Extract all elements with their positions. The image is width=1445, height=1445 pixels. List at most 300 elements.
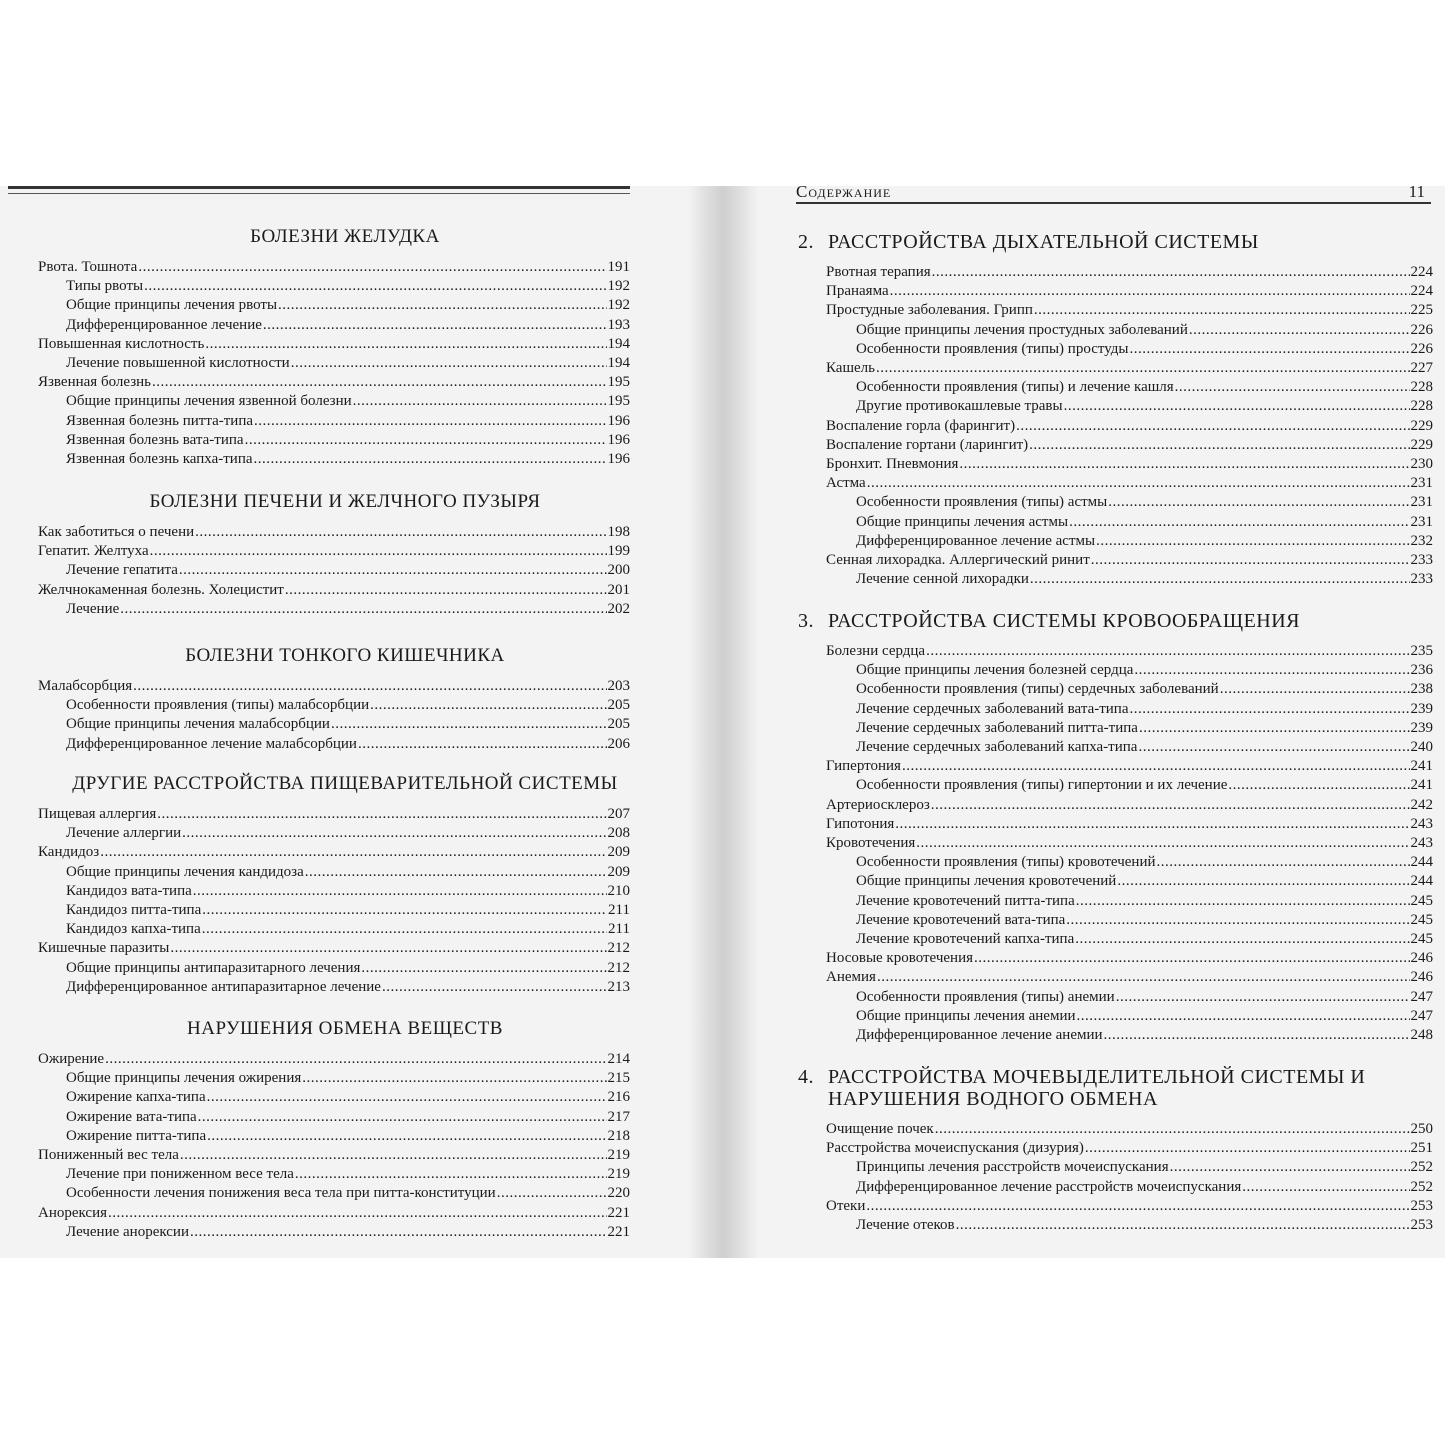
- toc-entry-label: Лечение кровотечений вата-типа: [856, 911, 1066, 928]
- dot-leader: [926, 642, 1409, 661]
- dot-leader: [105, 1050, 606, 1069]
- dot-leader: [1129, 340, 1409, 359]
- toc-page-number: 253: [1410, 1197, 1433, 1214]
- toc-entry[interactable]: [758, 872, 1445, 891]
- toc-entry-label: Кандидоз капха-типа: [66, 921, 201, 938]
- toc-page-number: 243: [1410, 815, 1433, 832]
- toc-entry[interactable]: [0, 316, 688, 335]
- toc-entry-label: Дифференцированное лечение малабсорбции: [66, 735, 357, 752]
- toc-entry-label: Лечение сердечных заболеваний вата-типа: [856, 700, 1129, 717]
- section-number: 3.: [798, 610, 814, 632]
- toc-page-number: 191: [607, 259, 630, 275]
- toc-entry[interactable]: [758, 1158, 1445, 1177]
- section-number: 4.: [798, 1066, 814, 1088]
- dot-leader: [1077, 1007, 1410, 1026]
- toc-entry-label: Лечение повышенной кислотности: [66, 355, 290, 372]
- toc-entry[interactable]: [0, 1204, 688, 1223]
- dot-leader: [932, 263, 1410, 282]
- toc-entry-label: Бронхит. Пневмония: [826, 456, 959, 473]
- toc-entry[interactable]: [0, 677, 688, 696]
- dot-leader: [353, 392, 607, 411]
- toc-entry[interactable]: [0, 843, 688, 862]
- toc-entry[interactable]: [0, 735, 688, 754]
- toc-entry-label: Кишечные паразиты: [38, 940, 170, 957]
- dot-leader: [108, 1204, 606, 1223]
- toc-page-number: 245: [1410, 892, 1433, 909]
- toc-entry[interactable]: [0, 431, 688, 450]
- toc-entry[interactable]: [0, 523, 688, 542]
- toc-section: [0, 1018, 688, 1242]
- toc-entry-label: Лечение кровотечений питта-типа: [856, 892, 1075, 909]
- toc-page-number: 194: [607, 355, 630, 372]
- dot-leader: [179, 561, 607, 580]
- toc-entry[interactable]: [0, 1223, 688, 1242]
- toc-entry-label: Общие принципы лечения язвенной болезни: [66, 393, 352, 410]
- dot-leader: [1091, 551, 1410, 570]
- toc-entry[interactable]: [0, 1108, 688, 1127]
- toc-page-number: 231: [1410, 475, 1433, 492]
- dot-leader: [358, 735, 607, 754]
- toc-entry[interactable]: [0, 1050, 688, 1069]
- section-title: БОЛЕЗНИ ЖЕЛУДКА: [250, 226, 440, 247]
- toc-entry-label: Дифференцированное антипаразитарное лечение: [66, 978, 381, 995]
- page-number: 11: [1408, 182, 1425, 201]
- toc-page-number: 230: [1410, 456, 1433, 473]
- toc-page-number: 208: [607, 825, 630, 842]
- toc-entry[interactable]: [758, 815, 1445, 834]
- dot-leader: [120, 600, 606, 619]
- dot-leader: [278, 296, 606, 315]
- toc-page-number: 231: [1410, 494, 1433, 511]
- toc-entry-label: Общие принципы лечения кровотечений: [856, 873, 1117, 890]
- toc-entry[interactable]: [758, 359, 1445, 378]
- dot-leader: [157, 805, 606, 824]
- toc-entry-label: Типы рвоты: [66, 278, 144, 295]
- toc-entry[interactable]: [0, 959, 688, 978]
- toc-page-number: 252: [1410, 1178, 1433, 1195]
- header-rule: [796, 202, 1431, 204]
- dot-leader: [138, 258, 606, 277]
- toc-entry-label: Ожирение капха-типа: [66, 1089, 206, 1106]
- toc-entry[interactable]: [758, 661, 1445, 680]
- toc-page-number: 209: [607, 863, 630, 880]
- dot-leader: [1016, 417, 1409, 436]
- toc-entry[interactable]: [758, 1007, 1445, 1026]
- toc-entry-label: Лечение отеков: [856, 1217, 955, 1234]
- toc-entry[interactable]: [0, 1088, 688, 1107]
- toc-entry[interactable]: [758, 417, 1445, 436]
- toc-entry[interactable]: [758, 378, 1445, 397]
- toc-entry-label: Ожирение: [38, 1051, 105, 1067]
- toc-page-number: 201: [607, 581, 630, 598]
- toc-entry-label: Рвотная терапия: [826, 264, 931, 280]
- toc-section: [758, 1066, 1445, 1235]
- dot-leader: [370, 696, 606, 715]
- toc-entry[interactable]: [758, 1139, 1445, 1158]
- toc-entry[interactable]: [758, 493, 1445, 512]
- toc-page-number: 244: [1410, 854, 1433, 871]
- dot-leader: [1108, 493, 1409, 512]
- toc-entry[interactable]: [758, 570, 1445, 589]
- toc-entry-label: Анемия: [826, 969, 876, 986]
- header-rule: [8, 186, 630, 189]
- dot-leader: [202, 901, 607, 920]
- toc-entry[interactable]: [758, 513, 1445, 532]
- dot-leader: [877, 968, 1410, 987]
- section-title-text: РАССТРОЙСТВА ДЫХАТЕЛЬНОЙ СИСТЕМЫ: [828, 231, 1259, 253]
- toc-entry[interactable]: [0, 939, 688, 958]
- toc-entry-label: Сенная лихорадка. Аллергический ринит: [826, 552, 1090, 569]
- dot-leader: [254, 450, 607, 469]
- toc-entry[interactable]: [0, 600, 688, 619]
- toc-entry[interactable]: [758, 719, 1445, 738]
- toc-page-number: 199: [607, 543, 630, 560]
- dot-leader: [867, 474, 1410, 493]
- toc-entry[interactable]: [758, 301, 1445, 320]
- toc-entry-label: Малабсорбция: [38, 678, 133, 694]
- dot-leader: [895, 815, 1409, 834]
- toc-page-number: 198: [607, 524, 630, 540]
- toc-page-number: 239: [1410, 719, 1433, 736]
- dot-leader: [1175, 378, 1410, 397]
- toc-entry-label: Другие противокашлевые травы: [856, 398, 1063, 415]
- toc-page-number: 226: [1410, 340, 1433, 357]
- toc-entry[interactable]: [758, 968, 1445, 987]
- toc-page-number: 200: [607, 562, 630, 579]
- toc-entry-label: Дифференцированное лечение: [66, 316, 262, 333]
- toc-entry[interactable]: [758, 642, 1445, 661]
- toc-entry[interactable]: [0, 296, 688, 315]
- toc-entry-label: Лечение при пониженном весе тела: [66, 1166, 294, 1183]
- toc-entry[interactable]: [758, 834, 1445, 853]
- toc-entry-label: Гипертония: [826, 758, 901, 775]
- toc-entry[interactable]: [0, 882, 688, 901]
- toc-page-number: 206: [607, 735, 630, 752]
- dot-leader: [331, 715, 607, 734]
- dot-leader: [866, 1197, 1409, 1216]
- toc-entry-label: Общие принципы антипаразитарного лечения: [66, 959, 361, 976]
- dot-leader: [1134, 661, 1409, 680]
- toc-entry-label: Дифференцированное лечение расстройств мочеиспускания: [856, 1178, 1242, 1195]
- toc-page-number: 216: [607, 1089, 630, 1106]
- toc-entry[interactable]: [758, 340, 1445, 359]
- toc-entry-label: Особенности проявления (типы) кровотечений: [856, 854, 1156, 871]
- toc-section: [0, 491, 688, 619]
- toc-entry[interactable]: [758, 1178, 1445, 1197]
- toc-page-number: 228: [1410, 379, 1433, 396]
- dot-leader: [931, 796, 1410, 815]
- toc-entry-label: Особенности проявления (типы) сердечных заболеваний: [856, 681, 1219, 698]
- toc-entry-label: Общие принципы лечения астмы: [856, 513, 1069, 530]
- toc-page-number: 225: [1410, 302, 1433, 319]
- toc-entry[interactable]: [0, 1184, 688, 1203]
- toc-entry-label: Кандидоз вата-типа: [66, 882, 192, 899]
- toc-entry[interactable]: [0, 805, 688, 824]
- toc-entry-label: Общие принципы лечения рвоты: [66, 297, 278, 314]
- toc-page-number: 246: [1410, 969, 1433, 986]
- toc-entry[interactable]: [0, 1127, 688, 1146]
- toc-page-number: 247: [1410, 1007, 1433, 1024]
- toc-page-number: 241: [1410, 777, 1433, 794]
- toc-entry[interactable]: [0, 450, 688, 469]
- toc-entry[interactable]: [0, 1146, 688, 1165]
- toc-entry[interactable]: [0, 920, 688, 939]
- toc-page-number: 246: [1410, 950, 1433, 967]
- toc-entry-label: Принципы лечения расстройств мочеиспускания: [856, 1159, 1169, 1176]
- toc-page-number: 252: [1410, 1159, 1433, 1176]
- toc-entry-label: Рвота. Тошнота: [38, 259, 138, 275]
- toc-page-number: 238: [1410, 681, 1433, 698]
- toc-entry-label: Кашель: [826, 360, 875, 377]
- toc-entry-label: Особенности проявления (типы) малабсорбции: [66, 697, 370, 714]
- toc-entry[interactable]: [758, 776, 1445, 795]
- toc-page-number: 195: [607, 393, 630, 410]
- toc-entry[interactable]: [758, 911, 1445, 930]
- toc-page-number: 229: [1410, 436, 1433, 453]
- dot-leader: [302, 1069, 606, 1088]
- dot-leader: [1116, 988, 1410, 1007]
- toc-entry-label: Общие принципы лечения простудных заболеваний: [856, 321, 1188, 338]
- toc-page-number: 219: [607, 1166, 630, 1183]
- dot-leader: [295, 1165, 607, 1184]
- toc-page-number: 212: [607, 940, 630, 957]
- toc-page-number: 233: [1410, 571, 1433, 588]
- section-title-text: РАССТРОЙСТВА МОЧЕВЫДЕЛИТЕЛЬНОЙ СИСТЕМЫ И НАРУШЕНИЯ ВОДНОГО ОБМЕНА: [828, 1066, 1366, 1110]
- toc-entry-label: Особенности проявления (типы) простуды: [856, 340, 1129, 357]
- dot-leader: [1069, 513, 1409, 532]
- dot-leader: [263, 316, 607, 335]
- left-page: [0, 186, 688, 1258]
- dot-leader: [133, 677, 606, 696]
- toc-entry[interactable]: [758, 263, 1445, 282]
- section-number: 2.: [798, 231, 814, 253]
- toc-page-number: 248: [1410, 1027, 1433, 1044]
- dot-leader: [182, 824, 606, 843]
- section-title: БОЛЕЗНИ ПЕЧЕНИ И ЖЕЛЧНОГО ПУЗЫРЯ: [149, 491, 541, 512]
- toc-entry-label: Лечение сердечных заболеваний капха-типа: [856, 739, 1138, 756]
- toc-entry[interactable]: [0, 1069, 688, 1088]
- toc-entry-label: Особенности проявления (типы) гипертонии и их лечение: [856, 777, 1228, 794]
- toc-entry[interactable]: [0, 824, 688, 843]
- toc-entry[interactable]: [758, 321, 1445, 340]
- toc-page-number: 203: [607, 678, 630, 694]
- section-title: БОЛЕЗНИ ТОНКОГО КИШЕЧНИКА: [185, 645, 505, 666]
- toc-entry-label: Пониженный вес тела: [38, 1147, 179, 1164]
- toc-entry-label: Ожирение вата-типа: [66, 1108, 197, 1125]
- toc-entry-label: Гипотония: [826, 815, 895, 832]
- toc-entry-label: Ожирение питта-типа: [66, 1127, 207, 1144]
- toc-page-number: 235: [1410, 643, 1433, 659]
- toc-entry[interactable]: [0, 1165, 688, 1184]
- section-title: [758, 231, 1445, 253]
- dot-leader: [1220, 680, 1410, 699]
- dot-leader: [1228, 776, 1409, 795]
- running-title: Содержание: [796, 182, 892, 201]
- toc-entry-label: Язвенная болезнь капха-типа: [66, 451, 253, 468]
- dot-leader: [190, 1223, 607, 1242]
- dot-leader: [150, 542, 607, 561]
- toc-page-number: 202: [607, 600, 630, 617]
- section-title: [758, 610, 1445, 632]
- toc-entry[interactable]: [758, 1197, 1445, 1216]
- dot-leader: [144, 277, 606, 296]
- toc-entry[interactable]: [0, 696, 688, 715]
- dot-leader: [1117, 872, 1409, 891]
- toc-page-number: 245: [1410, 931, 1433, 948]
- toc-page-number: 214: [607, 1051, 630, 1067]
- dot-leader: [205, 335, 606, 354]
- toc-entry[interactable]: [758, 680, 1445, 699]
- toc-entry-label: Особенности проявления (типы) и лечение кашля: [856, 379, 1174, 396]
- toc-page-number: 232: [1410, 532, 1433, 549]
- toc-entry[interactable]: [0, 863, 688, 882]
- toc-entry[interactable]: [758, 930, 1445, 949]
- toc-page-number: 209: [607, 844, 630, 861]
- toc-page-number: 195: [607, 374, 630, 391]
- dot-leader: [1029, 436, 1409, 455]
- toc-page-number: 240: [1410, 739, 1433, 756]
- toc-page-number: 212: [607, 959, 630, 976]
- toc-entry-label: Язвенная болезнь вата-типа: [66, 431, 244, 448]
- toc-page-number: 221: [607, 1204, 630, 1221]
- right-page: [758, 182, 1445, 1258]
- toc-entry[interactable]: [758, 397, 1445, 416]
- toc-entry[interactable]: [0, 561, 688, 580]
- toc-entry[interactable]: [0, 901, 688, 920]
- toc-entry[interactable]: [758, 988, 1445, 1007]
- dot-leader: [497, 1184, 607, 1203]
- dot-leader: [382, 978, 607, 997]
- toc-section: [0, 645, 688, 754]
- dot-leader: [1064, 397, 1410, 416]
- toc-entry[interactable]: [0, 715, 688, 734]
- dot-leader: [1170, 1158, 1410, 1177]
- toc-entry-label: Лечение сенной лихорадки: [856, 571, 1029, 588]
- toc-page-number: 250: [1410, 1121, 1433, 1137]
- toc-entry[interactable]: [758, 1216, 1445, 1235]
- dot-leader: [193, 882, 607, 901]
- dot-leader: [170, 939, 606, 958]
- toc-entry-label: Лечение кровотечений капха-типа: [856, 931, 1075, 948]
- toc-entry-label: Общие принципы лечения анемии: [856, 1007, 1076, 1024]
- toc-section: [0, 773, 688, 997]
- toc-entry-label: Отеки: [826, 1197, 866, 1214]
- toc-entry-label: Особенности проявления (типы) астмы: [856, 494, 1108, 511]
- toc-entry[interactable]: [758, 949, 1445, 968]
- dot-leader: [361, 959, 606, 978]
- toc-entry[interactable]: [758, 892, 1445, 911]
- toc-entry[interactable]: [758, 282, 1445, 301]
- toc-page-number: 205: [607, 697, 630, 714]
- toc-page-number: 196: [607, 412, 630, 429]
- toc-entry-label: Общие принципы лечения кандидоза: [66, 863, 304, 880]
- toc-page-number: 233: [1410, 552, 1433, 569]
- toc-entry[interactable]: [758, 474, 1445, 493]
- toc-entry[interactable]: [758, 436, 1445, 455]
- toc-section: [758, 610, 1445, 1045]
- toc-entry[interactable]: [758, 532, 1445, 551]
- toc-entry[interactable]: [0, 258, 688, 277]
- toc-entry-label: Общие принципы лечения болезней сердца: [856, 662, 1134, 679]
- toc-page-number: 243: [1410, 835, 1433, 852]
- toc-entry[interactable]: [758, 455, 1445, 474]
- toc-entry-label: Простудные заболевания. Грипп: [826, 302, 1033, 319]
- toc-entry[interactable]: [758, 551, 1445, 570]
- toc-entry-label: Дифференцированное лечение астмы: [856, 532, 1096, 549]
- section-title: [758, 1066, 1445, 1110]
- dot-leader: [100, 843, 606, 862]
- toc-entry[interactable]: [0, 581, 688, 600]
- dot-leader: [902, 757, 1410, 776]
- toc-entry[interactable]: [0, 373, 688, 392]
- dot-leader: [1066, 911, 1409, 930]
- toc-page-number: 226: [1410, 321, 1433, 338]
- dot-leader: [285, 581, 607, 600]
- dot-leader: [207, 1127, 606, 1146]
- dot-leader: [890, 282, 1410, 301]
- toc-entry[interactable]: [758, 700, 1445, 719]
- toc-page-number: 220: [607, 1185, 630, 1202]
- toc-entry[interactable]: [0, 277, 688, 296]
- toc-entry-label: Носовые кровотечения: [826, 950, 973, 967]
- toc-entry[interactable]: [0, 354, 688, 373]
- toc-entry[interactable]: [758, 757, 1445, 776]
- dot-leader: [1242, 1178, 1409, 1197]
- toc-entry[interactable]: [758, 1120, 1445, 1139]
- toc-entry[interactable]: [0, 542, 688, 561]
- toc-entry[interactable]: [758, 796, 1445, 815]
- dot-leader: [1139, 719, 1410, 738]
- toc-page-number: 193: [607, 316, 630, 333]
- toc-page-number: 224: [1410, 264, 1433, 280]
- toc-page-number: 236: [1410, 662, 1433, 679]
- toc-page-number: 211: [608, 902, 630, 919]
- toc-entry-label: Воспаление гортани (ларингит): [826, 436, 1029, 453]
- toc-page-number: 210: [607, 882, 630, 899]
- toc-page-number: 241: [1410, 758, 1433, 775]
- toc-entry[interactable]: [0, 412, 688, 431]
- toc-entry[interactable]: [0, 392, 688, 411]
- toc-entry-label: Кровотечения: [826, 835, 916, 852]
- dot-leader: [1034, 301, 1410, 320]
- section-title: ДРУГИЕ РАССТРОЙСТВА ПИЩЕВАРИТЕЛЬНОЙ СИСТЕМЫ: [72, 773, 618, 794]
- toc-entry[interactable]: [758, 853, 1445, 872]
- toc-entry[interactable]: [0, 335, 688, 354]
- toc-page-number: 218: [607, 1127, 630, 1144]
- toc-entry-label: Лечение сердечных заболеваний питта-типа: [856, 719, 1138, 736]
- toc-page-number: 247: [1410, 988, 1433, 1005]
- dot-leader: [305, 863, 607, 882]
- toc-page-number: 239: [1410, 700, 1433, 717]
- dot-leader: [1189, 321, 1410, 340]
- dot-leader: [1030, 570, 1410, 589]
- toc-entry-label: Артериосклероз: [826, 796, 930, 813]
- toc-entry[interactable]: [0, 978, 688, 997]
- toc-page-number: 194: [607, 335, 630, 352]
- toc-entry-label: Дифференцированное лечение анемии: [856, 1027, 1103, 1044]
- toc-entry-label: Желчнокаменная болезнь. Холецистит: [38, 581, 284, 598]
- toc-page-number: 228: [1410, 398, 1433, 415]
- dot-leader: [202, 920, 607, 939]
- toc-page-number: 217: [607, 1108, 630, 1125]
- toc-page-number: 211: [608, 921, 630, 938]
- toc-page-number: 215: [607, 1070, 630, 1087]
- section-title-text: РАССТРОЙСТВА СИСТЕМЫ КРОВООБРАЩЕНИЯ: [828, 610, 1301, 632]
- toc-entry[interactable]: [758, 1026, 1445, 1045]
- toc-page-number: 221: [607, 1223, 630, 1240]
- toc-entry-label: Пищевая аллергия: [38, 806, 157, 822]
- toc-entry[interactable]: [758, 738, 1445, 757]
